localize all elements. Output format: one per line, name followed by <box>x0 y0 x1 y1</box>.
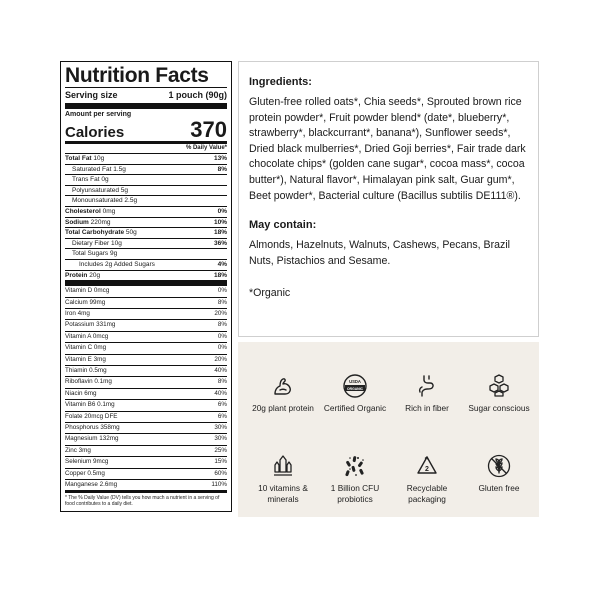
may-contain-text: Almonds, Hazelnuts, Walnuts, Cashews, Pecans, Brazil Nuts, Pistachios and Sesame. <box>249 239 511 267</box>
vitamin-row <box>65 468 227 479</box>
vitamin-label: Niacin 6mg <box>65 389 97 397</box>
vitamin-label: Magnesium 132mg <box>65 435 119 443</box>
badge-recyclable <box>392 454 462 505</box>
vitamin-dv: 30% <box>214 424 227 431</box>
vitamin-label: Copper 0.5mg <box>65 469 105 477</box>
gluten-free-icon <box>487 454 511 478</box>
nutrient-name: Total Sugars <box>72 250 109 258</box>
vitamin-label: Vitamin A 0mcg <box>65 332 109 340</box>
vitamin-row <box>65 354 227 365</box>
nutrient-label <box>72 175 109 185</box>
nutrient-name: Sodium <box>65 218 89 226</box>
svg-text:ORGANIC: ORGANIC <box>346 386 364 391</box>
feature-badges <box>238 342 539 517</box>
vitamin-dv: 0% <box>217 332 227 340</box>
nutrient-row <box>65 248 227 259</box>
muscle-arm-icon <box>271 374 295 398</box>
nutrient-amount: 2.5g <box>124 197 138 205</box>
badge-label: 1 Billion CFU probiotics <box>330 483 380 504</box>
nutrient-dv: 36% <box>213 239 227 247</box>
vitamin-dv: 0% <box>217 287 227 295</box>
nutrient-amount: 9g <box>109 250 118 258</box>
nutrition-facts-label <box>60 61 232 512</box>
vitamin-label: Folate 20mcg DFE <box>65 412 118 420</box>
calories-label: Calories <box>65 124 125 141</box>
vitamin-dv: 20% <box>214 355 227 363</box>
vitamin-dv: 110% <box>211 481 227 489</box>
vitamin-dv: 8% <box>217 298 227 306</box>
svg-text:2: 2 <box>425 466 429 473</box>
nutrient-row <box>65 259 227 270</box>
vitamin-dv: 8% <box>217 378 227 386</box>
vitamin-label: Zinc 3mg <box>65 446 91 454</box>
nutrient-dv: 18% <box>213 229 227 237</box>
vitamin-label: Potassium 331mg <box>65 321 116 329</box>
vitamin-row <box>65 388 227 399</box>
nutrient-name: Includes 2g Added Sugars <box>79 260 155 268</box>
nutrient-amount: 50g <box>125 229 137 237</box>
vitamin-label: Riboflavin 0.1mg <box>65 378 112 386</box>
badge-gluten-free <box>464 454 534 494</box>
badge-vitamins <box>248 454 318 505</box>
vitamin-row <box>65 411 227 422</box>
nutrient-amount: 10g <box>93 155 105 162</box>
nutrient-row <box>65 217 227 228</box>
vitamin-row <box>65 297 227 308</box>
vitamin-row <box>65 399 227 410</box>
vitamin-rows <box>65 286 227 490</box>
vitamin-row <box>65 456 227 467</box>
nutrient-label <box>72 249 117 259</box>
vitamin-label: Selenium 9mcg <box>65 458 109 466</box>
nutrient-label <box>72 165 126 175</box>
vitamin-dv: 40% <box>214 389 227 397</box>
badge-label: Certified Organic <box>323 403 387 413</box>
nutrient-name: Total Fat <box>65 155 92 162</box>
nutrient-label <box>65 271 100 281</box>
vitamin-dv: 25% <box>214 446 227 454</box>
nutrient-row <box>65 195 227 206</box>
may-contain-heading: May contain: <box>249 219 317 232</box>
vitamin-dv: 6% <box>217 401 227 409</box>
nutrient-amount: 220mg <box>90 218 111 226</box>
vitamin-row <box>65 331 227 342</box>
nutrient-name: Trans Fat <box>72 176 100 184</box>
nutrient-row <box>65 164 227 175</box>
nutrient-label <box>65 207 115 217</box>
badge-label: Gluten free <box>478 483 520 493</box>
nutrition-title: Nutrition Facts <box>65 64 209 87</box>
vitamin-row <box>65 286 227 296</box>
vitamin-row <box>65 433 227 444</box>
nutrient-dv: 13% <box>213 155 227 162</box>
vitamin-label: Vitamin D 0mcg <box>65 287 110 295</box>
vitamin-dv: 0% <box>217 344 227 352</box>
nutrient-dv: 8% <box>217 165 227 173</box>
vitamin-row <box>65 445 227 456</box>
nutrient-dv: 18% <box>213 271 227 279</box>
nutrient-label <box>72 186 128 196</box>
serving-size-row <box>65 87 227 103</box>
vitamin-label: Manganese 2.6mg <box>65 481 118 489</box>
calories-value: 370 <box>190 117 227 142</box>
ingredients-text: Gluten-free rolled oats*, Chia seeds*, Sprouted brown rice protein powder*, Fruit powder blend* (date*, blueberry*, strawberry*, blackcurrant*, banana*), Sunflower seeds*, Dried black mulberries*, Dried Goji berries*, Fair trade dark chocolate chips* (golden cane sugar*, cocoa mass*, cocoa butter*), Natural flavor*, Himalayan pink salt, Guar gum*, Beet powder*, Bacterial culture (Bacillus subtilis DE111®). <box>249 96 526 202</box>
nutrient-amount: 5g <box>120 186 129 194</box>
nutrient-name: Total Carbohydrate <box>65 229 125 237</box>
nutrient-amount: 0mg <box>102 207 116 215</box>
nutrient-row <box>65 206 227 217</box>
nutrient-name: Dietary Fiber <box>72 239 110 247</box>
badge-label: 20g plant protein <box>252 403 314 413</box>
vitamin-dv: 20% <box>214 309 227 317</box>
vitamin-dv: 6% <box>217 412 227 420</box>
vitamin-label: Iron 4mg <box>65 309 90 317</box>
vitamin-row <box>65 365 227 376</box>
nutrient-name: Protein <box>65 271 88 279</box>
vitamin-dv: 8% <box>217 321 227 329</box>
nutrient-label <box>72 239 122 249</box>
organic-note: *Organic <box>249 287 291 300</box>
nutrient-name: Polyunsaturated <box>72 186 119 194</box>
nutrient-row <box>65 227 227 238</box>
nutrient-dv: 0% <box>217 207 227 215</box>
nutrient-label <box>79 260 155 270</box>
nutrient-amount: 20g <box>89 271 101 279</box>
crystals-icon <box>271 454 295 478</box>
calories-row <box>65 119 227 141</box>
nutrient-name: Saturated Fat <box>72 165 112 173</box>
vitamin-row <box>65 319 227 330</box>
badge-sugar <box>464 374 534 414</box>
badge-organic <box>320 374 390 414</box>
nutrient-row <box>65 174 227 185</box>
vitamin-label: Vitamin C 0mg <box>65 344 107 352</box>
serving-size-value: 1 pouch (90g) <box>168 90 227 100</box>
nutrient-name: Monounsaturated <box>72 197 123 205</box>
vitamin-label: Phosphorus 358mg <box>65 424 120 431</box>
serving-size-label: Serving size <box>65 90 118 100</box>
probiotic-icon <box>343 454 367 478</box>
vitamin-label: Thiamin 0.5mg <box>65 366 107 374</box>
badge-fiber <box>392 374 462 414</box>
sugar-cubes-icon <box>487 374 511 398</box>
daily-value-header: % Daily Value* <box>65 141 227 153</box>
vitamin-label: Vitamin E 3mg <box>65 355 106 363</box>
vitamin-row <box>65 479 227 490</box>
nutrient-dv: 4% <box>217 260 227 268</box>
nutrient-name: Cholesterol <box>65 207 101 215</box>
nutrient-amount: 0g <box>101 176 109 184</box>
nutrient-row <box>65 270 227 281</box>
nutrient-dv: 10% <box>213 218 227 226</box>
vitamin-row <box>65 308 227 319</box>
badge-probiotics <box>320 454 390 505</box>
vitamin-dv: 30% <box>214 435 227 443</box>
vitamin-row <box>65 422 227 433</box>
nutrient-amount: 1.5g <box>113 165 126 173</box>
nutrient-row <box>65 153 227 164</box>
badge-label: Sugar conscious <box>468 403 530 413</box>
vitamin-dv: 15% <box>214 458 227 466</box>
nutrient-row <box>65 185 227 196</box>
amount-per-serving: Amount per serving <box>65 111 132 118</box>
nutrient-row <box>65 238 227 249</box>
ingredients-heading: Ingredients: <box>249 76 312 88</box>
recycle-icon <box>415 454 439 478</box>
vitamin-label: Vitamin B6 0.1mg <box>65 401 115 409</box>
vitamin-row <box>65 376 227 387</box>
nutrient-label <box>65 228 137 238</box>
nutrient-amount: 10g <box>111 239 122 247</box>
usda-organic-icon <box>343 374 367 398</box>
badge-plant-protein <box>248 374 318 414</box>
nutrient-label <box>72 196 137 206</box>
vitamin-dv: 60% <box>214 469 227 477</box>
intestine-icon <box>415 374 439 398</box>
svg-text:USDA: USDA <box>349 379 361 384</box>
nutrient-label <box>65 154 104 164</box>
badge-label: Rich in fiber <box>405 403 449 413</box>
vitamin-row <box>65 342 227 353</box>
ingredients-panel <box>238 61 539 337</box>
vitamin-dv: 40% <box>214 366 227 374</box>
daily-value-footnote: * The % Daily Value (DV) tells you how much a nutrient in a serving of food contributes to a daily diet. <box>65 490 227 507</box>
vitamin-label: Calcium 99mg <box>65 298 106 306</box>
nutrient-label <box>65 218 111 228</box>
badge-label: 10 vitamins & minerals <box>258 483 308 504</box>
nutrient-rows <box>65 153 227 280</box>
badge-label: Recyclable packaging <box>406 483 448 504</box>
